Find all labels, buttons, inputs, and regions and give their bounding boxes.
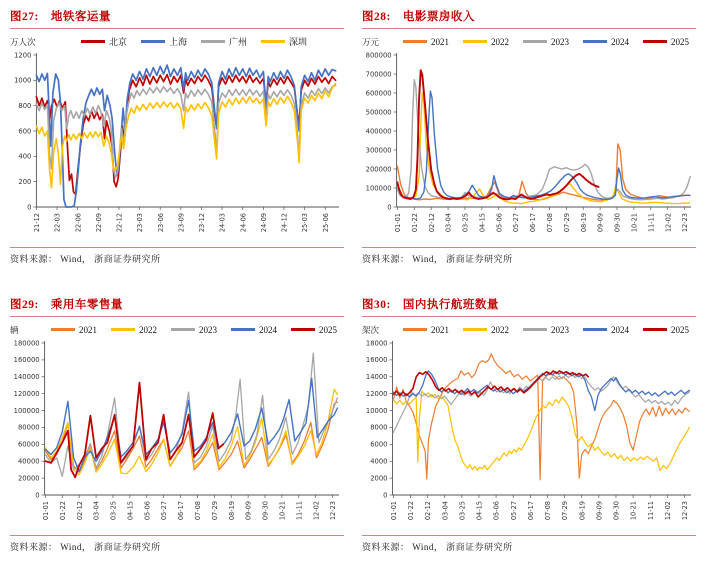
y-axis-label: 14000 (365, 373, 388, 382)
legend-item-广州 (201, 35, 247, 48)
legend-row (362, 34, 696, 49)
y-axis-label: 18000 (365, 339, 388, 348)
legend-item-2024 (583, 37, 629, 47)
legend-label: 2024 (259, 324, 277, 335)
legend-item-北京 (81, 35, 127, 48)
source-rule (10, 535, 344, 536)
series-line-2023 (45, 353, 337, 476)
legend-item-2023 (523, 37, 569, 47)
fig27-plot (10, 49, 344, 245)
title-rule (10, 28, 344, 29)
x-axis-label: 06-17 (529, 213, 538, 233)
x-axis-label: 01-01 (389, 501, 398, 521)
y-axis-label: 200 (18, 177, 32, 186)
x-axis-label: 09-09 (596, 212, 605, 233)
x-axis-label: 10-21 (278, 501, 287, 521)
source-rule (362, 247, 696, 248)
legend-line-swatch (523, 328, 547, 331)
legend-line-swatch (523, 40, 547, 43)
x-axis-label: 03-04 (92, 501, 101, 521)
panel-fig29 (0, 288, 352, 576)
legend-row (362, 322, 696, 337)
legend-item-2022 (111, 325, 157, 335)
x-axis-label: 25-03 (301, 213, 310, 233)
y-axis-label: 600 (18, 127, 32, 136)
legend-item-2024 (583, 325, 629, 335)
legend-label: 2022 (491, 36, 509, 47)
legend-line-swatch (403, 328, 427, 331)
y-axis-label: 500000 (365, 108, 392, 117)
x-axis-label: 08-19 (227, 501, 236, 521)
x-axis-label: 05-27 (512, 213, 521, 233)
y-axis-label: 4000 (370, 457, 388, 466)
legend (44, 325, 344, 335)
x-axis-label: 06-17 (177, 501, 186, 521)
fig28-plot (362, 49, 696, 245)
legend-row (10, 34, 344, 49)
series-line-2021 (393, 354, 689, 480)
x-axis-label: 01-22 (410, 213, 419, 233)
x-axis-label: 05-06 (495, 213, 504, 233)
x-axis-label: 01-01 (394, 213, 403, 233)
figure-number: 图30: (362, 299, 391, 311)
x-axis-label: 09-09 (244, 501, 253, 521)
y-axis-label: 20000 (17, 474, 40, 483)
x-axis-label: 12-02 (664, 213, 673, 233)
legend-line-swatch (141, 40, 165, 43)
legend-line-swatch (643, 40, 667, 43)
figure-title-text: 乘用车零售量 (50, 299, 123, 311)
y-axis-unit-label: 架次 (362, 324, 380, 335)
x-axis-label: 23-12 (198, 213, 207, 233)
source-rule (10, 247, 344, 248)
y-axis-label: 1000 (14, 76, 32, 85)
legend-line-swatch (463, 40, 487, 43)
legend-item-2021 (403, 37, 449, 47)
x-axis-label: 06-17 (526, 501, 535, 521)
y-axis-label: 0 (383, 491, 388, 500)
legend-label: 广州 (229, 37, 248, 47)
x-axis-label: 24-09 (259, 213, 268, 233)
y-axis-label: 140000 (13, 373, 40, 382)
legend-item-2025 (291, 325, 337, 335)
y-axis-label: 100000 (13, 406, 40, 415)
legend-item-深圳 (261, 35, 307, 48)
legend (396, 37, 696, 47)
chart-title (10, 8, 344, 24)
x-axis-label: 22-09 (94, 213, 103, 233)
legend-label: 2021 (79, 324, 97, 335)
figure-title-text: 电影票房收入 (402, 11, 475, 23)
y-axis-label: 120000 (13, 389, 40, 398)
legend-line-swatch (201, 40, 225, 43)
source-note: 资料来源： Wind， 浙商证券研究所 (10, 254, 161, 264)
legend-label: 上海 (168, 37, 187, 47)
x-axis-label: 05-27 (509, 501, 518, 521)
fig30-plot (362, 337, 696, 533)
y-axis-label: 8000 (370, 423, 388, 432)
legend-label: 深圳 (289, 37, 308, 47)
title-rule (362, 316, 696, 317)
y-axis-label: 100000 (365, 184, 392, 193)
legend-line-swatch (81, 40, 105, 43)
legend-label: 2021 (431, 36, 449, 47)
x-axis-label: 25-06 (321, 213, 330, 233)
x-axis-label: 22-03 (53, 213, 62, 233)
y-axis-label: 1200 (14, 51, 32, 60)
x-axis-label: 12-23 (681, 213, 690, 233)
y-axis-unit-label: 万人次 (10, 36, 36, 47)
x-axis-label: 07-29 (561, 501, 570, 521)
x-axis-label: 10-21 (629, 501, 638, 521)
x-axis-label: 05-27 (160, 501, 169, 521)
y-axis-label: 10000 (365, 406, 388, 415)
y-axis-label: 400000 (365, 127, 392, 136)
x-axis-label: 02-12 (75, 501, 84, 521)
x-axis-label: 22-12 (115, 213, 124, 233)
x-axis-label: 24-12 (280, 213, 289, 233)
y-axis-label: 0 (387, 203, 392, 212)
y-axis-label: 600000 (365, 89, 392, 98)
legend-label: 2024 (611, 324, 629, 335)
legend-label: 2024 (611, 36, 629, 47)
legend-line-swatch (403, 40, 427, 43)
y-axis-label: 0 (27, 203, 32, 212)
legend-label: 2023 (551, 324, 569, 335)
legend-label: 2022 (139, 324, 157, 335)
y-axis-label: 60000 (17, 440, 40, 449)
series-line-2023 (397, 80, 690, 200)
legend-line-swatch (231, 328, 255, 331)
x-axis-label: 03-04 (444, 213, 453, 233)
source-rule (362, 535, 696, 536)
legend-label: 2022 (491, 324, 509, 335)
series-line-2024 (397, 91, 689, 199)
x-axis-label: 10-21 (630, 213, 639, 233)
x-axis-label: 12-02 (312, 501, 321, 521)
fig29-plot (10, 337, 344, 533)
legend-line-swatch (643, 328, 667, 331)
x-axis-label: 03-25 (458, 501, 467, 521)
legend-label: 2021 (431, 324, 449, 335)
x-axis-label: 09-30 (613, 213, 622, 233)
y-axis-label: 180000 (13, 339, 40, 348)
x-axis-label: 07-08 (546, 213, 555, 233)
legend-label: 2023 (199, 324, 217, 335)
figure-number: 图27: (10, 11, 39, 23)
y-axis-label: 200000 (365, 165, 392, 174)
y-axis-label: 6000 (370, 440, 388, 449)
x-axis-label: 07-08 (544, 501, 553, 521)
x-axis-label: 07-29 (210, 501, 219, 521)
legend-line-swatch (463, 328, 487, 331)
x-axis-label: 24-06 (239, 213, 248, 233)
chart-canvas (362, 49, 696, 245)
legend-item-2025 (643, 37, 689, 47)
y-axis-label: 800 (18, 101, 32, 110)
legend-item-2021 (51, 325, 97, 335)
x-axis-label: 22-06 (74, 213, 83, 233)
panel-fig27 (0, 0, 352, 288)
figure-number: 图29: (10, 299, 39, 311)
legend-label: 2025 (671, 324, 689, 335)
legend-item-上海 (141, 35, 187, 48)
y-axis-label: 80000 (17, 423, 40, 432)
x-axis-label: 07-08 (194, 501, 203, 521)
legend-label: 2025 (319, 324, 337, 335)
y-axis-unit-label: 辆 (10, 324, 19, 335)
legend-item-2025 (643, 325, 689, 335)
chart-canvas (10, 49, 344, 245)
x-axis-label: 01-22 (407, 501, 416, 521)
legend-item-2021 (403, 325, 449, 335)
series-line-2021 (397, 144, 690, 200)
legend-item-2024 (231, 325, 277, 335)
y-axis-label: 16000 (365, 356, 388, 365)
legend-item-2023 (523, 325, 569, 335)
x-axis-label: 09-30 (261, 501, 270, 521)
x-axis-label: 08-19 (578, 501, 587, 521)
y-axis-label: 0 (35, 491, 40, 500)
y-axis-label: 12000 (365, 389, 388, 398)
x-axis-label: 12-02 (663, 501, 672, 521)
x-axis-label: 04-15 (475, 501, 484, 521)
figure-title-text: 地铁客运量 (50, 11, 111, 23)
legend-label: 2025 (671, 36, 689, 47)
y-axis-label: 300000 (365, 146, 392, 155)
title-rule (362, 28, 696, 29)
legend-item-2023 (171, 325, 217, 335)
legend-line-swatch (583, 328, 607, 331)
panel-fig28 (352, 0, 704, 288)
series-line-2025 (397, 70, 598, 199)
legend-line-swatch (111, 328, 135, 331)
x-axis-label: 24-03 (218, 213, 227, 233)
legend (396, 325, 696, 335)
x-axis-label: 03-04 (441, 501, 450, 521)
panel-fig30 (352, 288, 704, 576)
x-axis-label: 11-11 (295, 501, 304, 521)
legend-label: 2023 (551, 36, 569, 47)
x-axis-label: 12-23 (681, 501, 690, 521)
source-note: 资料来源： Wind， 浙商证券研究所 (362, 542, 513, 552)
legend-item-2022 (463, 325, 509, 335)
x-axis-label: 05-06 (143, 501, 152, 521)
x-axis-label: 23-06 (156, 213, 165, 233)
x-axis-label: 01-22 (58, 501, 67, 521)
x-axis-label: 04-15 (478, 213, 487, 233)
legend-line-swatch (261, 40, 285, 43)
title-rule (10, 316, 344, 317)
x-axis-label: 08-19 (579, 213, 588, 233)
x-axis-label: 23-03 (136, 213, 145, 233)
chart-title (362, 296, 696, 312)
legend-item-2022 (463, 37, 509, 47)
chart-canvas (10, 337, 344, 533)
x-axis-label: 11-11 (647, 213, 656, 233)
y-axis-label: 400 (18, 152, 32, 161)
figure-number: 图28: (362, 11, 391, 23)
x-axis-label: 21-12 (33, 213, 41, 233)
x-axis-label: 11-11 (646, 501, 655, 521)
x-axis-label: 09-09 (595, 501, 604, 521)
chart-title (10, 296, 344, 312)
y-axis-label: 40000 (17, 457, 40, 466)
x-axis-label: 02-12 (424, 501, 433, 521)
y-axis-label: 2000 (370, 474, 388, 483)
x-axis-label: 05-06 (492, 501, 501, 521)
figure-title-text: 国内执行航班数量 (402, 299, 499, 311)
legend-line-swatch (291, 328, 315, 331)
x-axis-label: 01-01 (42, 501, 51, 521)
x-axis-label: 09-30 (612, 501, 621, 521)
legend-row (10, 322, 344, 337)
y-axis-label: 700000 (365, 70, 392, 79)
legend-line-swatch (51, 328, 75, 331)
chart-canvas (362, 337, 696, 533)
y-axis-label: 800000 (365, 51, 392, 60)
x-axis-label: 12-23 (329, 501, 338, 521)
y-axis-label: 160000 (13, 356, 40, 365)
chart-title (362, 8, 696, 24)
legend (44, 35, 344, 48)
source-note: 资料来源： Wind， 浙商证券研究所 (10, 542, 161, 552)
y-axis-unit-label: 万元 (362, 36, 380, 47)
series-line-2024 (393, 371, 689, 411)
legend-label: 北京 (108, 37, 127, 47)
x-axis-label: 02-12 (427, 213, 436, 233)
legend-line-swatch (171, 328, 195, 331)
x-axis-label: 03-25 (461, 213, 470, 233)
x-axis-label: 23-09 (177, 213, 186, 233)
x-axis-label: 04-15 (126, 501, 135, 521)
source-note: 资料来源： Wind， 浙商证券研究所 (362, 254, 513, 264)
legend-line-swatch (583, 40, 607, 43)
x-axis-label: 07-29 (562, 213, 571, 233)
x-axis-label: 03-25 (109, 501, 118, 521)
